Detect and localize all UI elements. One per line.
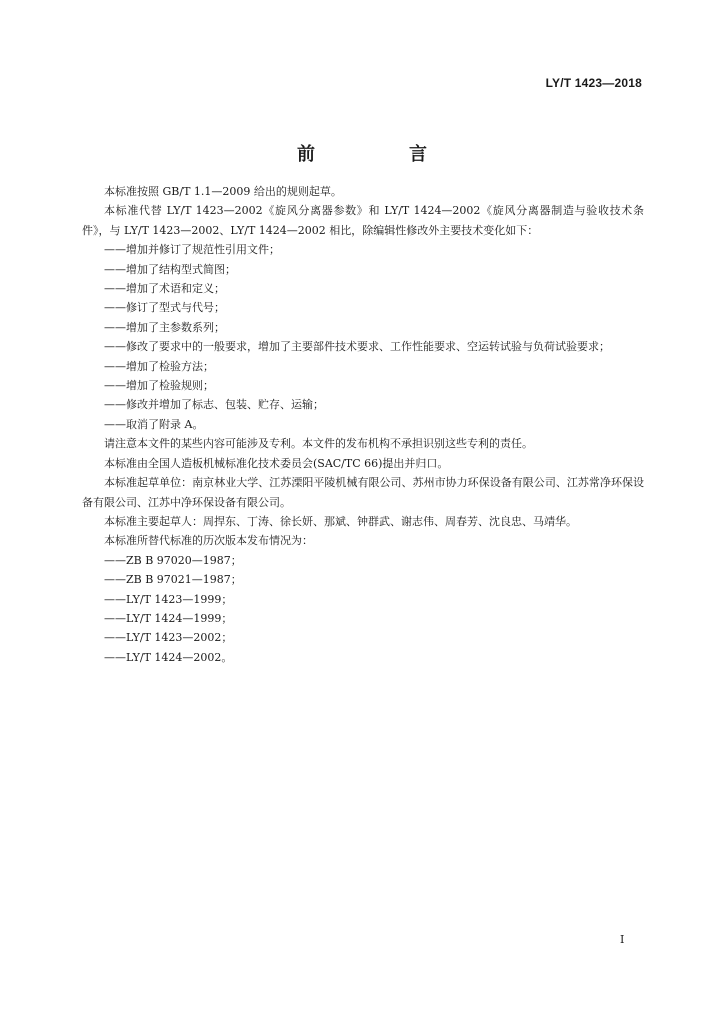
history-item: ——LY/T 1423—1999； [104, 592, 233, 606]
change-item: ——修订了型式与代号； [104, 301, 225, 315]
intro-paragraph: 本标准代替 LY/T 1423—2002《旋风分离器参数》和 LY/T 1424—2002《旋风分离器制造与验收技术条件》，与 LY/T 1423—2002、LY/T 1424—2002 相比，除编辑性修改外主要技术变化如下： [82, 204, 644, 237]
intro-paragraph: 本标准按照 GB/T 1.1—2009 给出的规则起草。 [104, 185, 342, 198]
change-item: ——取消了附录 A。 [104, 417, 204, 431]
change-item: ——修改并增加了标志、包装、贮存、运输； [104, 398, 324, 412]
history-item: ——LY/T 1423—2002； [104, 631, 233, 645]
drafting-units-paragraph: 本标准起草单位：南京林业大学、江苏溧阳平陵机械有限公司、苏州市协力环保设备有限公司、江苏常净环保设备有限公司、江苏中净环保设备有限公司。 [82, 476, 644, 509]
page-number: I [620, 933, 625, 946]
drafters-paragraph: 本标准主要起草人：周捍东、丁涛、徐长妍、那斌、钟群武、谢志伟、周春芳、沈良忠、马靖华。 [104, 514, 577, 528]
proposer-paragraph: 本标准由全国人造板机械标准化技术委员会(SAC/TC 66)提出并归口。 [104, 456, 449, 470]
history-item: ——ZB B 97021—1987； [104, 573, 242, 587]
change-item: ——增加了结构型式简图； [104, 262, 236, 276]
document-body [82, 182, 644, 667]
change-item: ——修改了要求中的一般要求，增加了主要部件技术要求、工作性能要求、空运转试验与负荷试验要求； [104, 340, 610, 354]
history-intro-paragraph: 本标准所替代标准的历次版本发布情况为： [104, 534, 313, 548]
change-item: ——增加并修订了规范性引用文件； [104, 243, 280, 257]
change-item: ——增加了术语和定义； [104, 282, 225, 296]
history-item: ——LY/T 1424—1999； [104, 611, 233, 625]
patent-notice: 请注意本文件的某些内容可能涉及专利。本文件的发布机构不承担识别这些专利的责任。 [104, 437, 533, 451]
standard-code: LY/T 1423—2018 [545, 76, 642, 90]
change-item: ——增加了检验规则； [104, 379, 214, 393]
change-item: ——增加了检验方法； [104, 359, 214, 373]
page-title: 前 言 [297, 144, 465, 165]
history-item: ——LY/T 1424—2002。 [104, 650, 233, 664]
change-item: ——增加了主参数系列； [104, 320, 225, 334]
history-item: ——ZB B 97020—1987； [104, 553, 242, 567]
